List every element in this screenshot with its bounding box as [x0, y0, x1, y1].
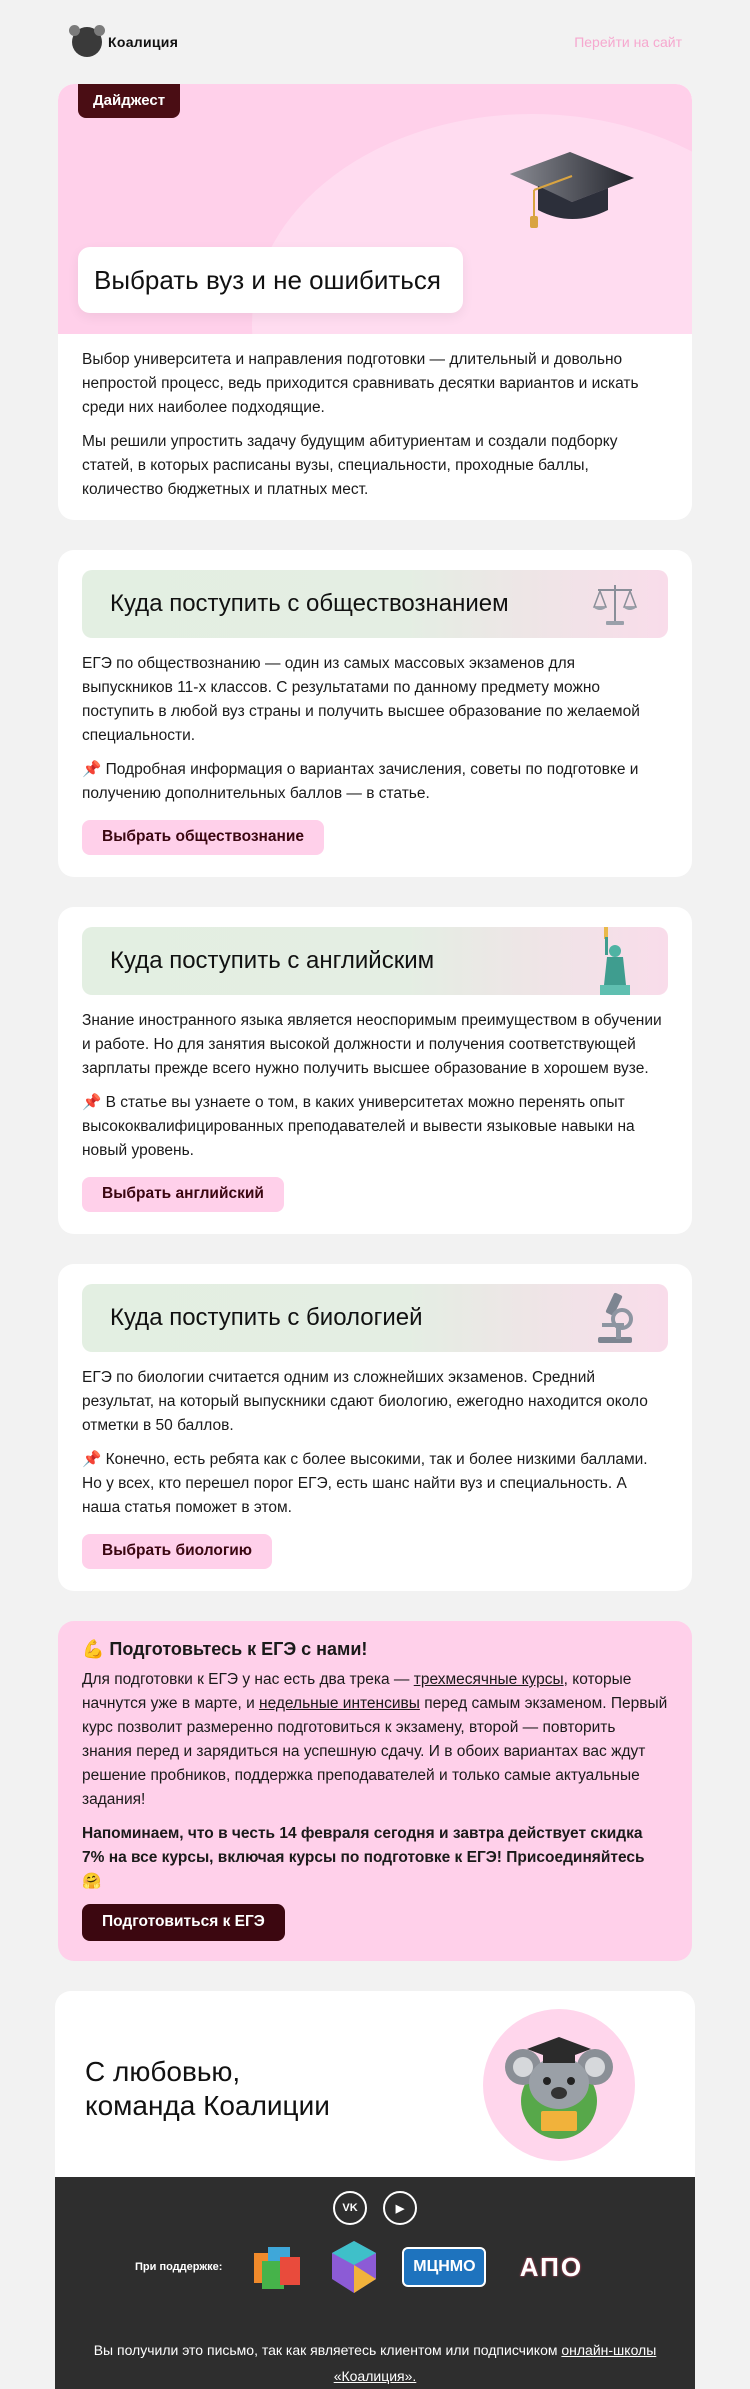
- logo-text: Коалиция: [108, 34, 179, 50]
- section-paragraph-1: ЕГЭ по биологии считается одним из сложнейших экзаменов. Средний результат, на который выпускники сдают биологию, ежегодно находится около отметки в 50 баллов.: [82, 1369, 648, 1434]
- header: [0, 0, 750, 84]
- hero-card: [58, 84, 692, 520]
- section-paragraph-1: ЕГЭ по обществознанию — один из самых массовых экзаменов для выпускников 11-х классов. С результатами по данному предмету можно поступить в любой вуз страны и получить высшее образование по желаемой специальности.: [82, 655, 640, 744]
- hero-banner: [58, 84, 692, 334]
- promo-paragraph-2: Напоминаем, что в честь 14 февраля сегодня и завтра действует скидка 7% на все курсы, включая курсы по подготовке к ЕГЭ! Присоединяйтесь 🤗: [82, 1825, 645, 1890]
- signoff-text: [85, 2055, 330, 2123]
- support-label: При поддержке:: [135, 2261, 223, 2273]
- section-title: Куда поступить с английским: [110, 947, 435, 974]
- youtube-icon[interactable]: ▶: [383, 2191, 417, 2225]
- graduation-cap-icon: [500, 144, 640, 234]
- koala-mascot-icon: [483, 2009, 635, 2161]
- hero-title: Выбрать вуз и не ошибиться: [94, 264, 441, 295]
- promo-paragraph-1: [82, 1668, 668, 1812]
- intro-paragraph-2: Мы решили упростить задачу будущим абитуриентам и создали подборку статей, в которых расписаны вузы, специальности, проходные баллы, количество бюджетных и платных мест.: [82, 433, 618, 498]
- section-header: [82, 927, 668, 995]
- prepare-exam-button[interactable]: Подготовиться к ЕГЭ: [82, 1904, 285, 1941]
- partner-star-logo-icon[interactable]: [326, 2239, 382, 2295]
- scales-icon: [590, 579, 640, 629]
- digest-badge: Дайджест: [78, 84, 180, 118]
- promo-text: , которые начнутся уже в марте, и: [82, 1671, 632, 1712]
- weekly-intensives-link[interactable]: недельные интенсивы: [259, 1695, 420, 1712]
- footer-note-text: Вы получили это письмо, так как являетесь клиентом или подписчиком: [93, 2342, 562, 2358]
- promo-block: [58, 1621, 692, 1961]
- three-month-courses-link[interactable]: трехмесячные курсы: [413, 1671, 564, 1688]
- choose-english-button[interactable]: Выбрать английский: [82, 1177, 284, 1212]
- section-english: [58, 907, 692, 1234]
- choose-biology-button[interactable]: Выбрать биологию: [82, 1534, 272, 1569]
- section-social-studies: [58, 550, 692, 877]
- intro-text: [58, 334, 692, 520]
- section-biology: [58, 1264, 692, 1591]
- section-paragraph-2: 📌 В статье вы узнаете о том, в каких университетах можно перенять опыт высококвалифицированных преподавателей и вывести языковые навыки на новый уровень.: [82, 1094, 635, 1159]
- apo-logo[interactable]: АПО: [519, 2251, 584, 2282]
- signoff-block: [55, 1991, 695, 2177]
- hero-title-box: [78, 247, 463, 313]
- section-header: [82, 1284, 668, 1352]
- section-paragraph-2: 📌 Конечно, есть ребята как с более высокими, так и более низкими баллами. Но у всех, кто перешел порог ЕГЭ, есть шанс найти вуз и специальность. А наша статья поможет в этом.: [82, 1451, 648, 1516]
- social-links: [55, 2191, 695, 2225]
- signoff-line-1: С любовью,: [85, 2056, 241, 2087]
- section-paragraph-1: Знание иностранного языка является неоспоримым преимуществом в обучении и работе. Но для занятия высокой должности и получения соответствующей зарплаты прежде всего нужно получить высшее образование в хорошем вузе.: [82, 1012, 662, 1077]
- mcnmo-logo[interactable]: МЦНМО: [402, 2247, 486, 2287]
- school-link[interactable]: онлайн-школы «Коалиция».: [333, 2342, 657, 2384]
- section-title: Куда поступить с биологией: [110, 1304, 423, 1331]
- goto-site-link[interactable]: Перейти на сайт: [574, 34, 682, 50]
- intro-paragraph-1: Выбор университета и направления подготовки — длительный и довольно непростой процесс, ведь приходится сравнивать десятки вариантов и искать среди них наиболее подходящие.: [82, 351, 639, 416]
- promo-text: Для подготовки к ЕГЭ у нас есть два трека —: [82, 1671, 414, 1688]
- support-logos: [135, 2239, 596, 2295]
- section-header: [82, 570, 668, 638]
- promo-text: перед самым экзаменом. Первый курс позволит размеренно подготовиться к экзамену, второй — повторить знания перед и зарядиться на успешную сдачу. И в обоих вариантах вас ждут решение пробников, поддержка преподавателей и только самые актуальные задания!: [82, 1695, 668, 1808]
- footer-note: [85, 2337, 665, 2389]
- promo-title: 💪 Подготовьтесь к ЕГЭ с нами!: [82, 1639, 368, 1659]
- section-paragraph-2: 📌 Подробная информация о вариантах зачисления, советы по подготовке и получению дополнительных баллов — в статье.: [82, 761, 639, 802]
- signoff-line-2: команда Коалиции: [85, 2090, 330, 2121]
- partner-cube-logo-icon[interactable]: [250, 2241, 306, 2293]
- mascot-avatar: [483, 2009, 635, 2161]
- vk-icon[interactable]: VK: [333, 2191, 367, 2225]
- choose-social-studies-button[interactable]: Выбрать обществознание: [82, 820, 324, 855]
- statue-of-liberty-icon: [590, 927, 640, 995]
- footer: [55, 2177, 695, 2389]
- koala-logo-icon: [72, 27, 102, 57]
- microscope-icon: [590, 1291, 640, 1345]
- logo[interactable]: [72, 27, 178, 57]
- section-title: Куда поступить с обществознанием: [110, 590, 509, 617]
